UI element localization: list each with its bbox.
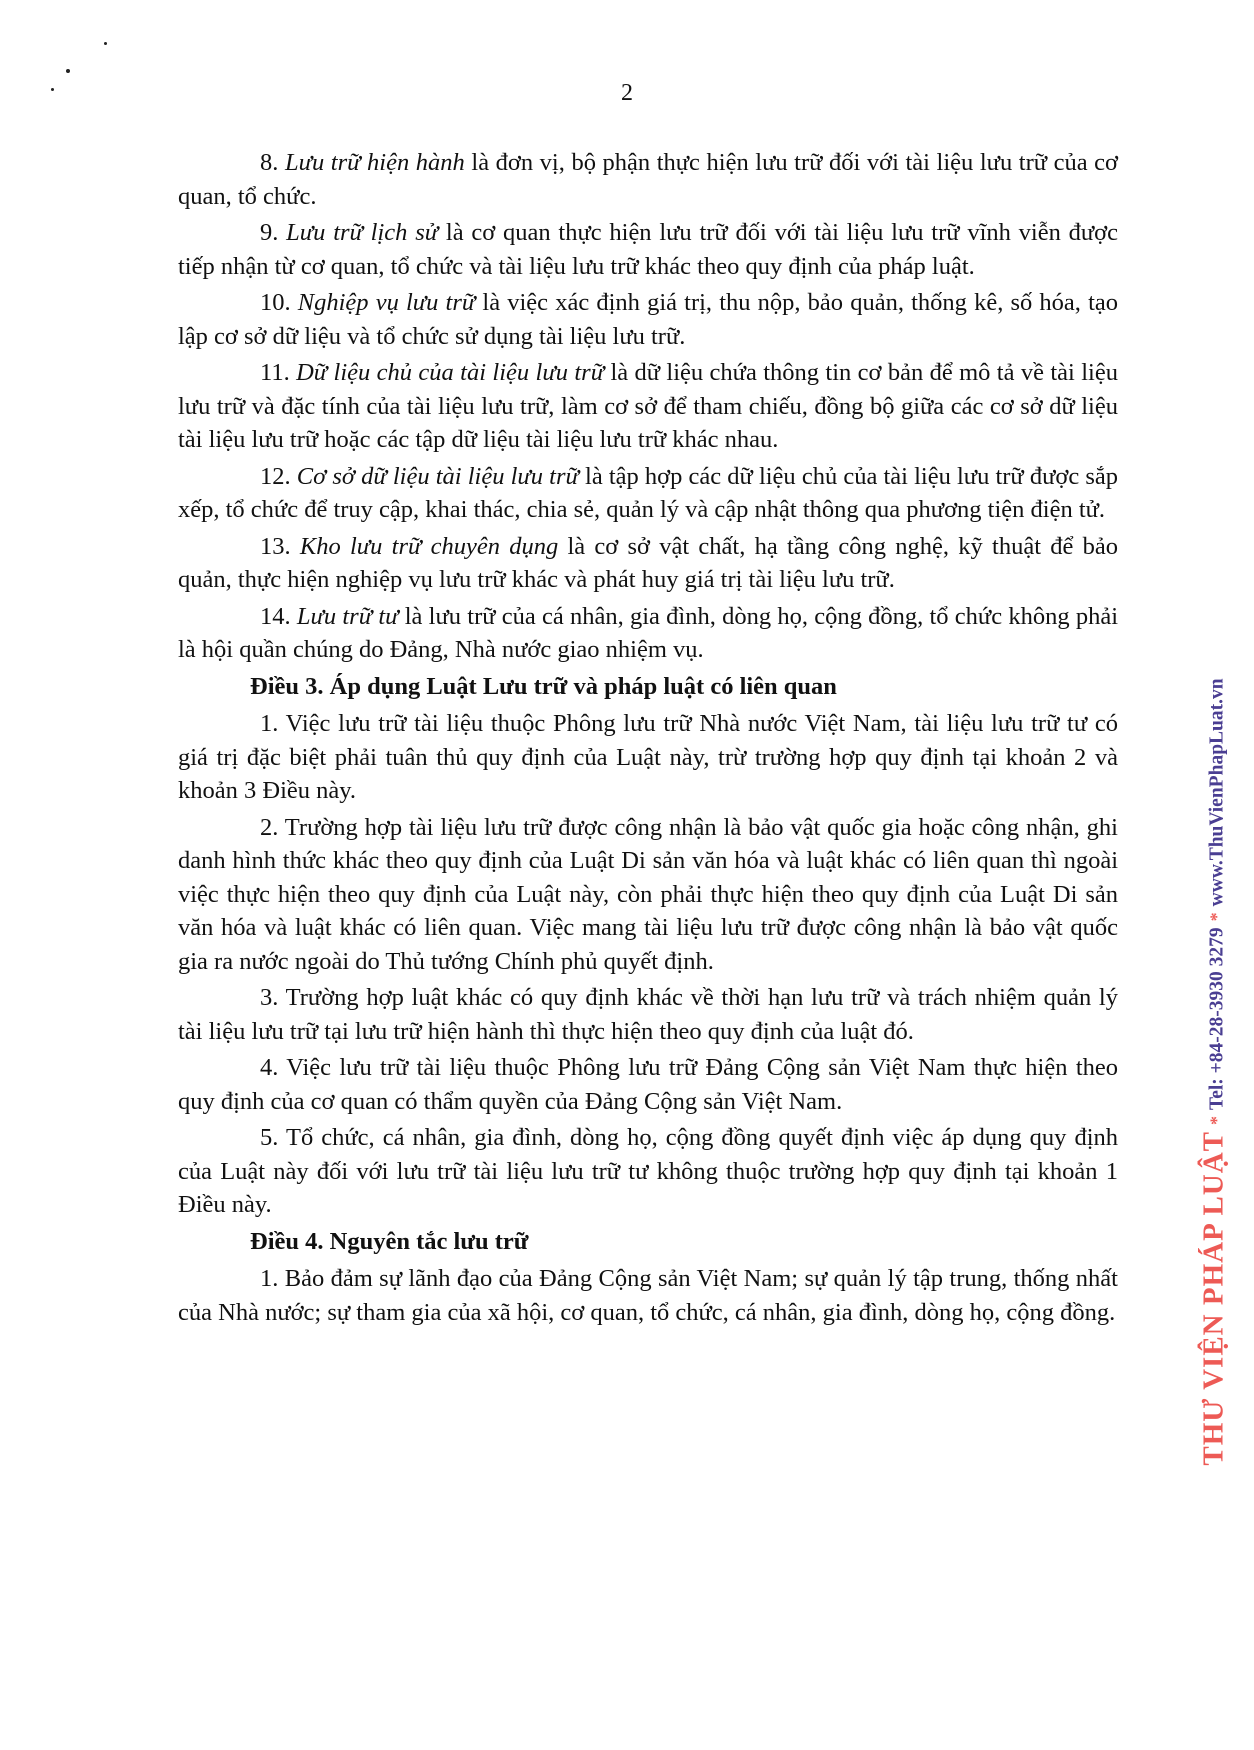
watermark-separator: *: [1206, 912, 1227, 922]
paragraph: [178, 530, 1118, 597]
defined-term: Lưu trữ hiện hành: [284, 149, 465, 176]
paragraph: [178, 460, 1118, 527]
watermark-brand: THƯ VIỆN PHÁP LUẬT: [1197, 1130, 1230, 1466]
paragraph: [178, 356, 1118, 457]
document-body: [178, 146, 1118, 1332]
watermark: [1198, 678, 1231, 1465]
clause-number: 8.: [260, 149, 285, 176]
defined-term: Nghiệp vụ lưu trữ: [297, 289, 476, 316]
paragraph: [178, 1121, 1118, 1222]
defined-term: Lưu trữ lịch sử: [286, 219, 439, 246]
clause-number: 13.: [260, 532, 300, 560]
watermark-separator: *: [1206, 1115, 1227, 1125]
watermark-phone: Tel: +84-28-3930 3279: [1206, 927, 1228, 1110]
clause-number: 9.: [260, 219, 287, 246]
paragraph-text: là tập hợp các dữ liệu chủ của tài liệu lưu trữ được sắp xếp, tổ chức để truy cập, khai thác, chia sẻ, quản lý và cập nhật thông qua phương tiện điện tử.: [178, 462, 1119, 523]
paragraph: [178, 707, 1118, 808]
watermark-url: www.ThuVienPhapLuat.vn: [1206, 678, 1228, 907]
paragraph: [178, 1262, 1118, 1329]
paragraph: [178, 1051, 1118, 1118]
paragraph-text: 2. Trường hợp tài liệu lưu trữ được công nhận là bảo vật quốc gia hoặc công nhận, ghi danh hình thức khác theo quy định của Luật Di sản văn hóa và luật khác có liên quan thì ngoài việc thực hiện theo quy định của Luật này, còn phải thực hiện theo quy định của Luật Di sản văn hóa và luật khác có liên quan. Việc mang tài liệu lưu trữ được công nhận là bảo vật quốc gia ra nước ngoài do Thủ tướng Chính phủ quyết định.: [178, 813, 1118, 975]
paragraph-text: 1. Việc lưu trữ tài liệu thuộc Phông lưu trữ Nhà nước Việt Nam, tài liệu lưu trữ tư có giá trị đặc biệt phải tuân thủ quy định của Luật này, trừ trường hợp quy định tại khoản 2 và khoản 3 Điều này.: [178, 710, 1118, 804]
paragraph-text: là cơ quan thực hiện lưu trữ đối với tài liệu lưu trữ vĩnh viễn được tiếp nhận từ cơ quan, tổ chức và tài liệu lưu trữ khác theo quy định của pháp luật.: [178, 219, 1119, 280]
paragraph-text: là dữ liệu chứa thông tin cơ bản để mô tả về tài liệu lưu trữ và đặc tính của tài liệu lưu trữ, làm cơ sở để tham chiếu, đồng bộ giữa các cơ sở dữ liệu tài liệu lưu trữ hoặc các tập dữ liệu tài liệu lưu trữ khác nhau.: [178, 359, 1118, 453]
heading-text: Điều 4. Nguyên tắc lưu trữ: [250, 1227, 529, 1255]
paragraph-text: là lưu trữ của cá nhân, gia đình, dòng họ, cộng đồng, tổ chức không phải là hội quần chúng do Đảng, Nhà nước giao nhiệm vụ.: [178, 602, 1118, 663]
paragraph: [178, 216, 1118, 283]
article-heading: [178, 670, 1118, 704]
defined-term: Lưu trữ tư: [296, 602, 399, 630]
heading-text: Điều 3. Áp dụng Luật Lưu trữ và pháp luật có liên quan: [250, 672, 837, 700]
clause-number: 11.: [260, 359, 297, 386]
paragraph: [178, 600, 1118, 667]
scan-speck: [66, 69, 70, 73]
page-number: 2: [621, 80, 633, 106]
paragraph-text: 4. Việc lưu trữ tài liệu thuộc Phông lưu trữ Đảng Cộng sản Việt Nam thực hiện theo quy định của cơ quan có thẩm quyền của Đảng Cộng sản Việt Nam.: [178, 1054, 1118, 1115]
defined-term: Dữ liệu chủ của tài liệu lưu trữ: [296, 359, 605, 386]
paragraph: [178, 981, 1118, 1048]
article-heading: [178, 1225, 1118, 1259]
paragraph: [178, 811, 1118, 979]
paragraph-text: 5. Tổ chức, cá nhân, gia đình, dòng họ, cộng đồng quyết định việc áp dụng quy định của Luật này đối với lưu trữ tài liệu lưu trữ tư không thuộc trường hợp quy định tại khoản 1 Điều này.: [178, 1124, 1118, 1218]
clause-number: 10.: [260, 289, 298, 316]
paragraph-text: 3. Trường hợp luật khác có quy định khác về thời hạn lưu trữ và trách nhiệm quản lý tài liệu lưu trữ tại lưu trữ hiện hành thì thực hiện theo quy định của luật đó.: [178, 984, 1118, 1045]
defined-term: Cơ sở dữ liệu tài liệu lưu trữ: [296, 462, 579, 490]
clause-number: 14.: [260, 602, 297, 630]
clause-number: 12.: [260, 462, 297, 490]
paragraph-text: là việc xác định giá trị, thu nộp, bảo quản, thống kê, số hóa, tạo lập cơ sở dữ liệu và tổ chức sử dụng tài liệu lưu trữ.: [178, 289, 1118, 350]
paragraph-text: là cơ sở vật chất, hạ tầng công nghệ, kỹ thuật để bảo quản, thực hiện nghiệp vụ lưu trữ khác và phát huy giá trị tài liệu lưu trữ.: [178, 532, 1118, 593]
paragraph: [178, 286, 1118, 353]
paragraph-text: 1. Bảo đảm sự lãnh đạo của Đảng Cộng sản Việt Nam; sự quản lý tập trung, thống nhất của Nhà nước; sự tham gia của xã hội, cơ quan, tổ chức, cá nhân, gia đình, dòng họ, cộng đồng.: [178, 1265, 1118, 1326]
scan-speck: [104, 42, 107, 45]
paragraph: [178, 146, 1118, 213]
paragraph-text: là đơn vị, bộ phận thực hiện lưu trữ đối với tài liệu lưu trữ của cơ quan, tổ chức.: [178, 149, 1118, 210]
defined-term: Kho lưu trữ chuyên dụng: [299, 532, 559, 560]
